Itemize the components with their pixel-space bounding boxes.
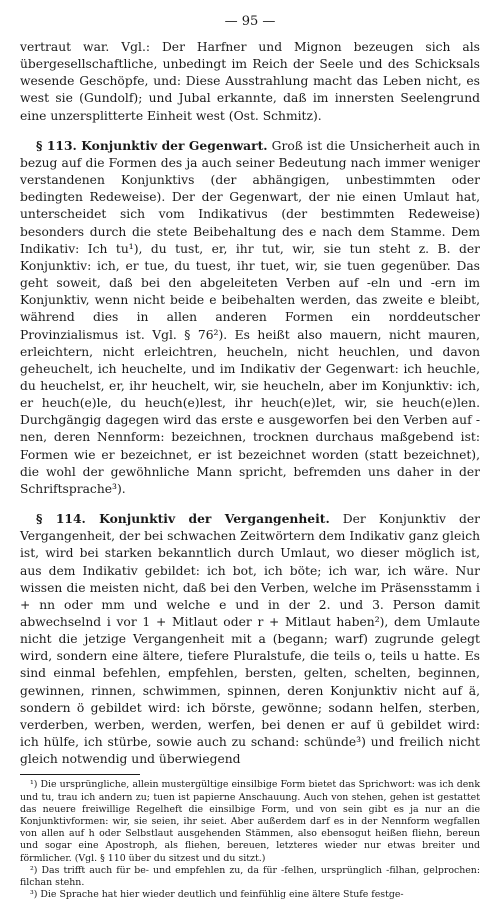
footnote-1: ¹) Die ursprüngliche, allein mustergültige einsilbige Form bietet das Sprichwort: was ich denk und tu, trau ich andern zu; tuen ist papierne Anschauung. Auch von stehen, gehen ist gestattet das neuere freiwillige Regelheft die einsilbige Form, und von sein gibt es ja nur an die Konjunktivformen: wir, sie seien, ihr seiet. Aber außerdem darf es in der Nennform wegfallen von allen auf h oder Selbstlaut ausgehenden Stämmen, also ebensogut heißen fliehn, bereun und sogar eine Apostroph, als fliehen, bereuen, letzteres wieder nur etwas breiter und förmlicher. (Vgl. § 110 über du sitzest und du sitzt.) [20,779,480,864]
footnote-3: ³) Die Sprache hat hier wieder deutlich und feinfühlig eine ältere Stufe festge- [30,889,404,901]
page-number: — 95 — [224,14,276,29]
footnote-2: ²) Das trifft auch für be- und empfehlen zu, da für -felhen, ursprünglich -filhan, gelprochen: filchan stehn. [20,864,480,889]
paragraph-gap [20,125,480,137]
section-113-heading: § 113. Konjunktiv der Gegenwart. [36,137,268,153]
footnote-divider [20,774,140,775]
paragraph-gap [20,498,480,510]
footnotes [20,779,480,901]
section-114 [20,510,480,768]
section-114-heading: § 114. Konjunktiv der Vergangenheit. [36,511,330,527]
section-114-body: Der Konjunktiv der Vergangenheit, der bei schwachen Zeitwörtern dem Indikativ ganz gleich ist, wird bei starken bekanntlich durch Umlaut, wo dieser möglich ist, aus dem Indikativ gebildet: ich bot, ich böte; ich war, ich wäre. Nur wissen die meisten nicht, daß bei den Verben, welche im Präsensstamm i + nn oder mm und welche e und in der 2. und 3. Person damit abwechselnd i vor 1 + Mitlaut oder r + Mitlaut haben²), dem Umlaute nicht die jetzige Vergangenheit mit a (begann; warf) zugrunde gelegt wird, sondern eine ältere, tiefere Pluralstufe, die teils o, teils u hatte. Es sind einmal befehlen, empfehlen, bersten, gelten, schelten, beginnen, gewinnen, rinnen, schwimmen, spinnen, deren Konjunktiv nicht auf ä, sondern ö gebildet wird: ich börste, gewönne; sodann helfen, sterben, verderben, werben, werden, werfen, bei denen er auf ü gebildet wird: ich hülfe, ich stürbe, sowie auch zu schand: schünde³) und freilich nicht gleich notwendig und überwiegend [20,512,480,767]
section-113 [20,137,480,498]
paragraph-continued: vertraut war. Vgl.: Der Harfner und Mignon bezeugen sich als übergesellschaftliche, unbedingt im Reich der Seele und des Schicksals wesende Geschöpfe, und: Diese Ausstrahlung macht das Leben nicht, es west sie (Gundolf); und Jubal erkannte, daß im innersten Seelengrund eine unzersplitterte Einheit west (Ost. Schmitz). [20,40,480,123]
section-113-body: Groß ist die Unsicherheit auch in bezug auf die Formen des ja auch seiner Bedeutung nach immer weniger verstandenen Konjunktivs (der abhängigen, unbestimmten oder bedingten Redeweise). Der der Gegenwart, der nie einen Umlaut hat, unterscheidet sich vom Indikativus (der bestimmten Redeweise) besonders durch die stete Beibehaltung des e nach dem Stamme. Dem Indikativ: Ich tu¹), du tust, er, ihr tut, wir, sie tun steht z. B. der Konjunktiv: ich, er tue, du tuest, ihr tuet, wir, sie tuen gegenüber. Das geht soweit, daß bei den abgeleiteten Verben auf -eln und -ern im Konjunktiv, wenn nicht beide e beibehalten werden, das zweite e bleibt, während dies in allen anderen Formen ein norddeutscher Provinzialismus ist. Vgl. § 76²). Es heißt also mauern, nicht mauren, erleichtern, nicht erleichtren, heucheln, nicht heuchlen, und davon geheuchelt, ich heuchelte, und im Indikativ der Gegenwart: ich heuchle, du heuchelst, er, ihr heuchelt, wir, sie heucheln, aber im Konjunktiv: ich, er heuch(e)le, du heuch(e)lest, ihr heuch(e)let, wir, sie heuch(e)len. Durchgängig dagegen wird das erste e ausgeworfen bei den Verben auf -nen, deren Nennform: bezeichnen, trocknen durchaus maßgebend ist: Formen wie er bezeichnet, er ist bezeichnet worden (statt bezeichnet), die wohl der gewöhnliche Mann spricht, befremden uns daher in der Schriftsprache³). [20,138,480,496]
